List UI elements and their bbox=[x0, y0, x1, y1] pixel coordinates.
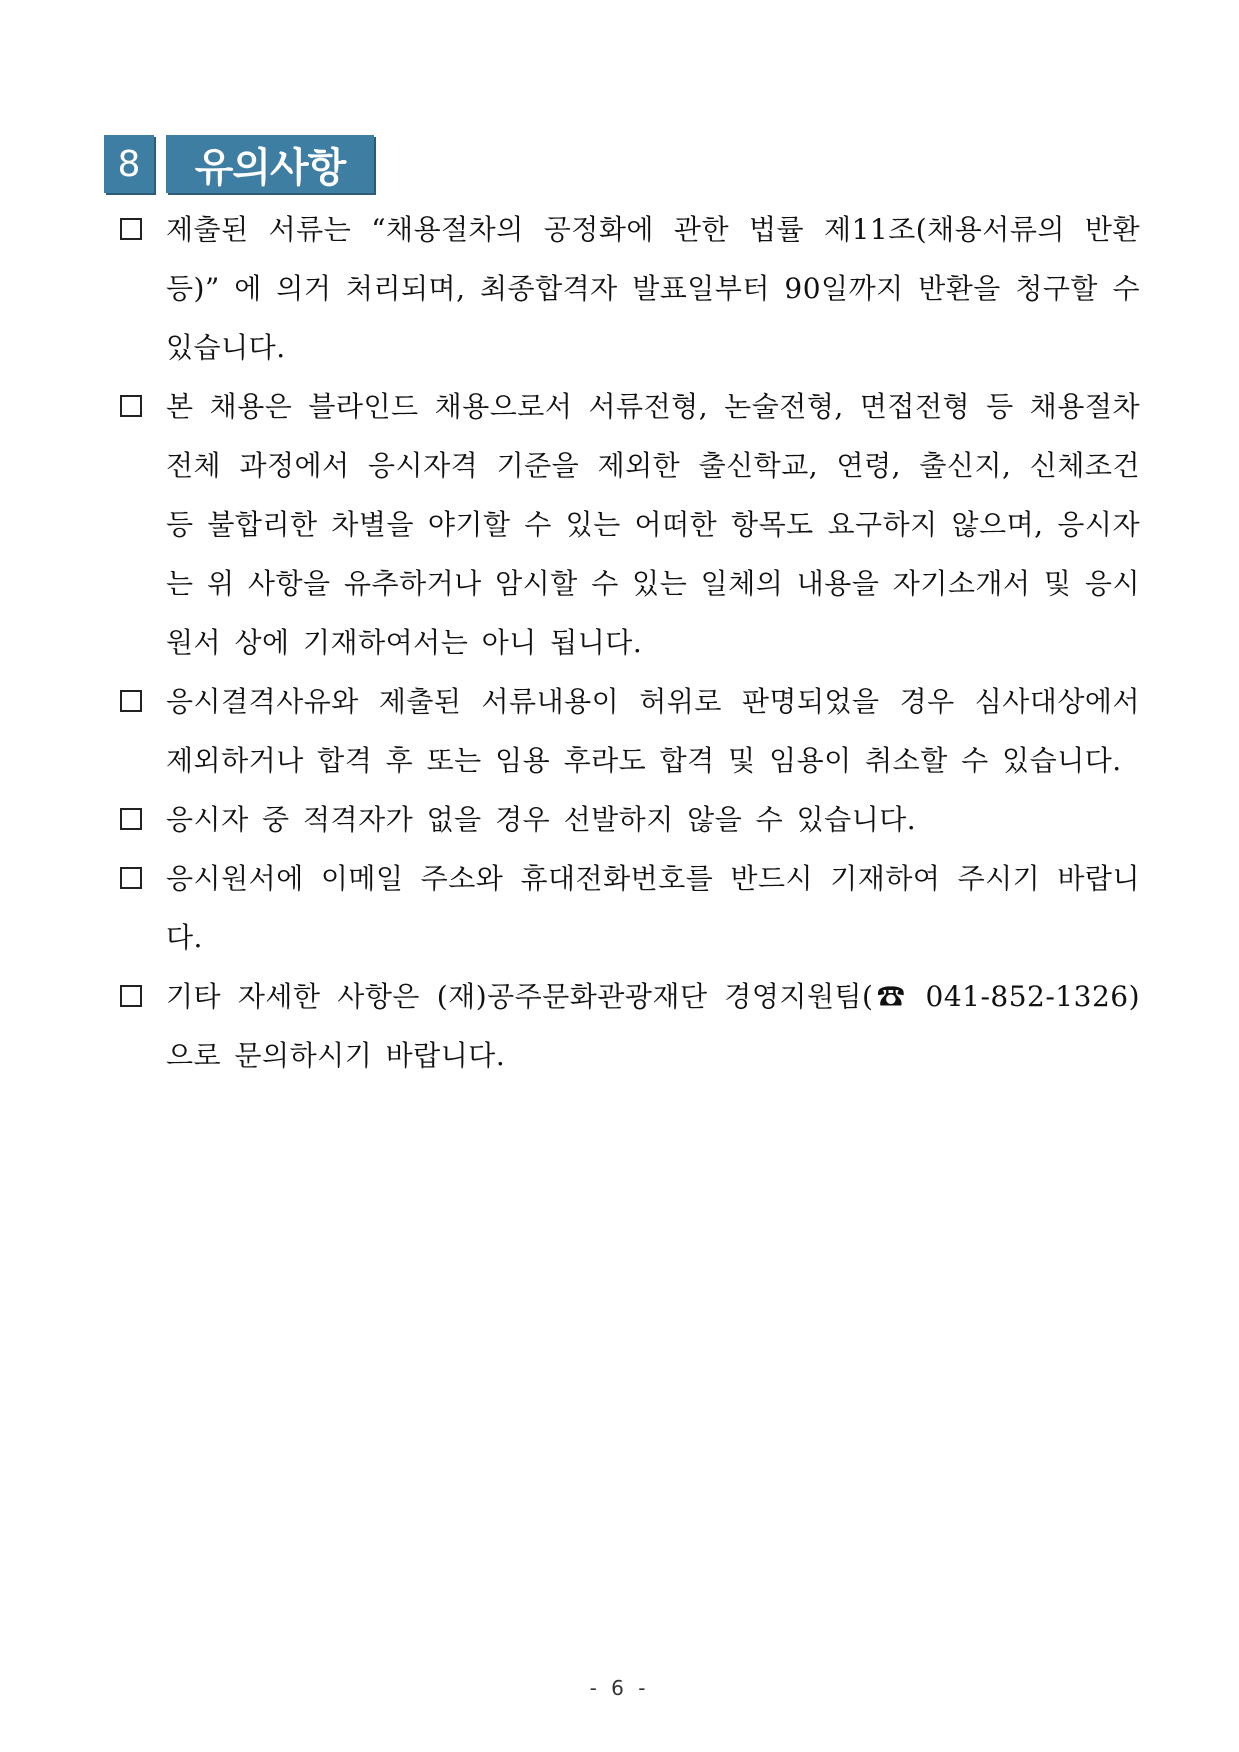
checkbox-icon bbox=[120, 218, 142, 240]
note-text: 응시원서에 이메일 주소와 휴대전화번호를 반드시 기재하여 주시기 바랍니다. bbox=[166, 862, 1140, 954]
note-item bbox=[118, 967, 1140, 1085]
section-title: 유의사항 bbox=[166, 135, 374, 193]
note-text: 본 채용은 블라인드 채용으로서 서류전형, 논술전형, 면접전형 등 채용절차 전체 과정에서 응시자격 기준을 제외한 출신학교, 연령, 출신지, 신체조건 등 불합리한 차별을 야기할 수 있는 어떠한 항목도 요구하지 않으며, 응시자는 위 사항을 유추하거나 암시할 수 있는 일체의 내용을 자기소개서 및 응시원서 상에 기재하여서는 아니 됩니다. bbox=[166, 390, 1140, 659]
note-item bbox=[118, 200, 1140, 377]
checkbox-icon bbox=[120, 985, 142, 1007]
checkbox-icon bbox=[120, 867, 142, 889]
checkbox-icon bbox=[120, 808, 142, 830]
note-item bbox=[118, 672, 1140, 790]
note-text: 응시자 중 적격자가 없을 경우 선발하지 않을 수 있습니다. bbox=[166, 803, 917, 836]
checkbox-icon bbox=[120, 395, 142, 417]
note-item bbox=[118, 790, 1140, 849]
section-number: 8 bbox=[104, 135, 154, 193]
checkbox-icon bbox=[120, 690, 142, 712]
note-text: 응시결격사유와 제출된 서류내용이 허위로 판명되었을 경우 심사대상에서 제외하거나 합격 후 또는 임용 후라도 합격 및 임용이 취소할 수 있습니다. bbox=[166, 685, 1140, 777]
note-item bbox=[118, 849, 1140, 967]
page-number: - 6 - bbox=[589, 1676, 650, 1700]
note-text: 제출된 서류는 “채용절차의 공정화에 관한 법률 제11조(채용서류의 반환 등)” 에 의거 처리되며, 최종합격자 발표일부터 90일까지 반환을 청구할 수 있습니다. bbox=[166, 213, 1140, 364]
note-text: 기타 자세한 사항은 (재)공주문화관광재단 경영지원팀(☎ 041-852-1326) 으로 문의하시기 바랍니다. bbox=[166, 980, 1140, 1072]
notes-list bbox=[118, 200, 1140, 1085]
section-header bbox=[104, 135, 374, 193]
note-item bbox=[118, 377, 1140, 672]
